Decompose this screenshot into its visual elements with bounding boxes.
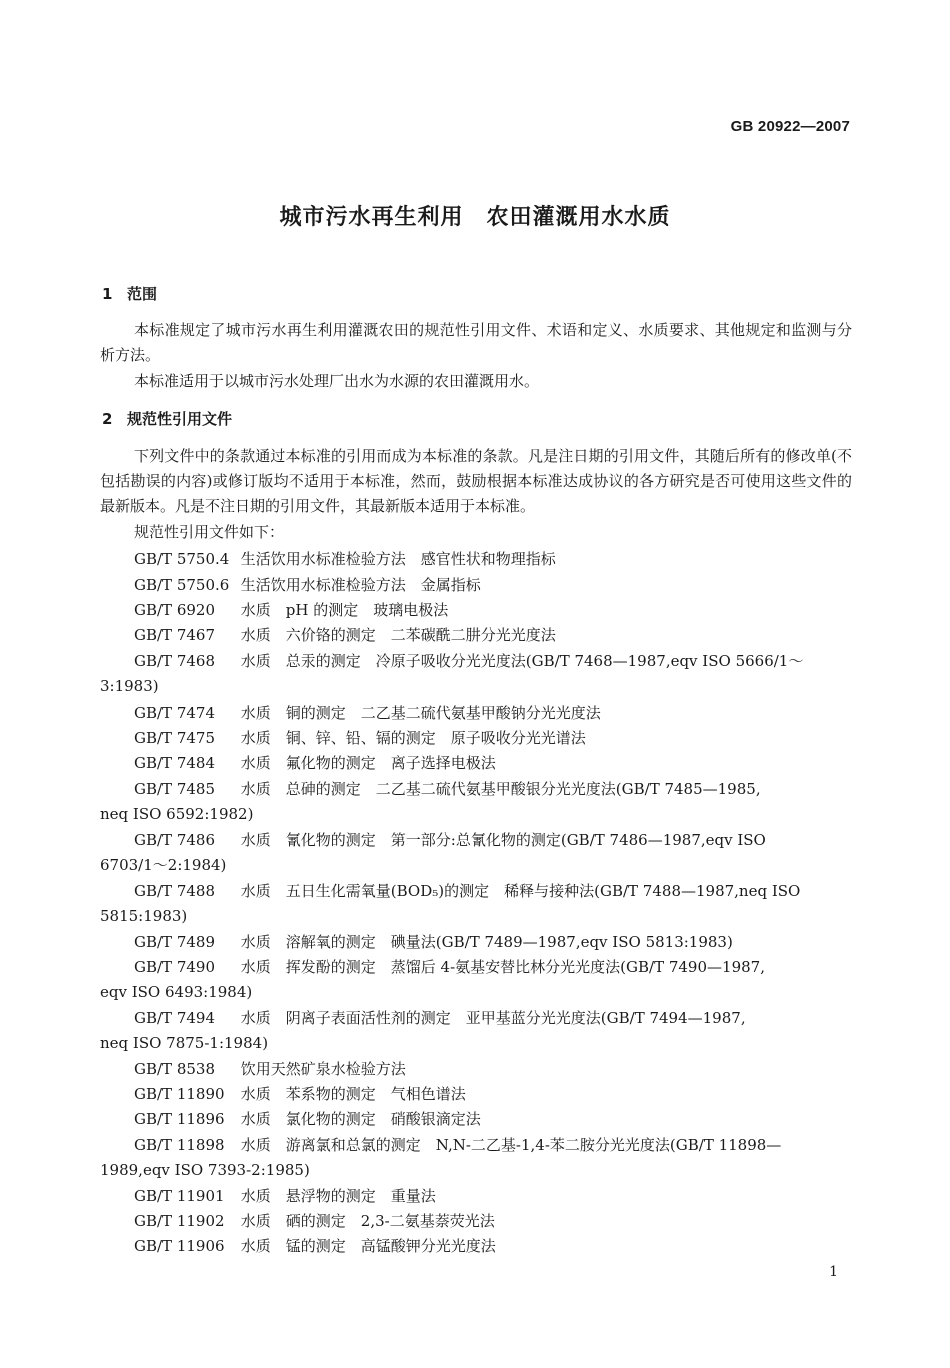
reference-code: GB/T 11906: [134, 1237, 225, 1255]
reference-code: GB/T 7484: [134, 754, 216, 772]
reference-item: [100, 1006, 852, 1056]
reference-item: [100, 547, 852, 572]
section-title: 范围: [127, 285, 158, 303]
reference-title: 水质 五日生化需氧量(BOD₅)的测定 稀释与接种法(GB/T 7488—1987,neq ISO: [240, 882, 801, 900]
reference-code: GB/T 7494: [134, 1009, 216, 1027]
reference-title: 水质 悬浮物的测定 重量法: [240, 1187, 436, 1205]
reference-code: GB/T 11902: [134, 1212, 225, 1230]
reference-code: GB/T 11901: [134, 1187, 225, 1205]
reference-code: GB/T 7475: [134, 729, 216, 747]
reference-code: GB/T 7467: [134, 626, 216, 644]
reference-title: 水质 挥发酚的测定 蒸馏后 4-氨基安替比林分光光度法(GB/T 7490—1987,: [240, 958, 765, 976]
reference-title: 水质 氰化物的测定 第一部分:总氰化物的测定(GB/T 7486—1987,eqv ISO: [240, 831, 766, 849]
reference-continuation: 5815:1983): [100, 907, 188, 925]
reference-code: GB/T 7485: [134, 780, 216, 798]
section-number: 1: [102, 285, 113, 303]
reference-code: GB/T 7489: [134, 933, 216, 951]
section-1-heading: [102, 283, 157, 304]
section-title: 规范性引用文件: [127, 410, 233, 428]
reference-title: 水质 总砷的测定 二乙基二硫代氨基甲酸银分光光度法(GB/T 7485—1985,: [240, 780, 761, 798]
reference-code: GB/T 7468: [134, 652, 216, 670]
reference-code: GB/T 7474: [134, 704, 216, 722]
reference-title: 生活饮用水标准检验方法 感官性状和物理指标: [240, 550, 556, 568]
document-title: 城市污水再生利用 农田灌溉用水水质: [279, 205, 671, 230]
section-number: 2: [102, 410, 113, 428]
reference-code: GB/T 8538: [134, 1060, 216, 1078]
reference-continuation: neq ISO 6592:1982): [100, 805, 254, 823]
reference-title: 水质 游离氯和总氯的测定 N,N-二乙基-1,4-苯二胺分光光度法(GB/T 11898—: [240, 1136, 782, 1154]
standard-code: GB 20922—2007: [730, 118, 850, 135]
section-1-paragraph-2: 本标准适用于以城市污水处理厂出水为水源的农田灌溉用水。: [134, 372, 540, 390]
reference-item: [100, 879, 852, 929]
reference-code: GB/T 5750.6: [134, 576, 230, 594]
reference-item: [100, 598, 852, 623]
reference-title: 水质 阴离子表面活性剂的测定 亚甲基蓝分光光度法(GB/T 7494—1987,: [240, 1009, 746, 1027]
section-2-paragraph-1: 下列文件中的条款通过本标准的引用而成为本标准的条款。凡是注日期的引用文件，其随后所有的修改单(不包括勘误的内容)或修订版均不适用于本标准，然而，鼓励根据本标准达成协议的各方研究是否可使用这些文件的最新版本。凡是不注日期的引用文件，其最新版本适用于本标准。: [100, 447, 852, 515]
reference-title: 水质 锰的测定 高锰酸钾分光光度法: [240, 1237, 496, 1255]
reference-item: [100, 955, 852, 1005]
reference-item: [100, 1057, 852, 1082]
reference-continuation: 6703/1～2:1984): [100, 856, 227, 874]
reference-code: GB/T 7488: [134, 882, 216, 900]
section-1-paragraph-1: 本标准规定了城市污水再生利用灌溉农田的规范性引用文件、术语和定义、水质要求、其他规定和监测与分析方法。: [100, 321, 852, 364]
reference-item: [100, 726, 852, 751]
reference-code: GB/T 5750.4: [134, 550, 230, 568]
reference-title: 水质 硒的测定 2,3-二氨基萘荧光法: [240, 1212, 495, 1230]
reference-code: GB/T 11896: [134, 1110, 225, 1128]
reference-item: [100, 930, 852, 955]
reference-item: [100, 1234, 852, 1259]
section-2-heading: [102, 408, 232, 429]
reference-item: [100, 1107, 852, 1132]
reference-code: GB/T 11898: [134, 1136, 225, 1154]
reference-item: [100, 1209, 852, 1234]
reference-title: 水质 苯系物的测定 气相色谱法: [240, 1085, 466, 1103]
reference-item: [100, 573, 852, 598]
reference-title: 水质 六价铬的测定 二苯碳酰二肼分光光度法: [240, 626, 556, 644]
reference-continuation: eqv ISO 6493:1984): [100, 983, 253, 1001]
reference-title: 水质 氟化物的测定 离子选择电极法: [240, 754, 496, 772]
reference-continuation: 1989,eqv ISO 7393-2:1985): [100, 1161, 310, 1179]
reference-title: 生活饮用水标准检验方法 金属指标: [240, 576, 481, 594]
reference-item: [100, 751, 852, 776]
section-2-paragraph-2: 规范性引用文件如下：: [134, 523, 285, 541]
reference-item: [100, 828, 852, 878]
reference-title: 水质 铜、锌、铅、镉的测定 原子吸收分光光谱法: [240, 729, 586, 747]
reference-continuation: neq ISO 7875-1:1984): [100, 1034, 269, 1052]
reference-item: [100, 701, 852, 726]
reference-title: 水质 pH 的测定 玻璃电极法: [240, 601, 449, 619]
reference-code: GB/T 11890: [134, 1085, 225, 1103]
reference-item: [100, 1133, 852, 1183]
reference-continuation: 3:1983): [100, 677, 159, 695]
reference-item: [100, 623, 852, 648]
reference-item: [100, 777, 852, 827]
reference-title: 水质 铜的测定 二乙基二硫代氨基甲酸钠分光光度法: [240, 704, 601, 722]
reference-item: [100, 1184, 852, 1209]
reference-title: 饮用天然矿泉水检验方法: [240, 1060, 406, 1078]
reference-item: [100, 1082, 852, 1107]
reference-item: [100, 649, 852, 699]
reference-title: 水质 氯化物的测定 硝酸银滴定法: [240, 1110, 481, 1128]
reference-title: 水质 总汞的测定 冷原子吸收分光光度法(GB/T 7468—1987,eqv ISO 5666/1～: [240, 652, 804, 670]
reference-code: GB/T 7486: [134, 831, 216, 849]
page-number: 1: [829, 1264, 838, 1280]
reference-title: 水质 溶解氧的测定 碘量法(GB/T 7489—1987,eqv ISO 5813:1983): [240, 933, 733, 951]
reference-code: GB/T 6920: [134, 601, 216, 619]
reference-code: GB/T 7490: [134, 958, 216, 976]
